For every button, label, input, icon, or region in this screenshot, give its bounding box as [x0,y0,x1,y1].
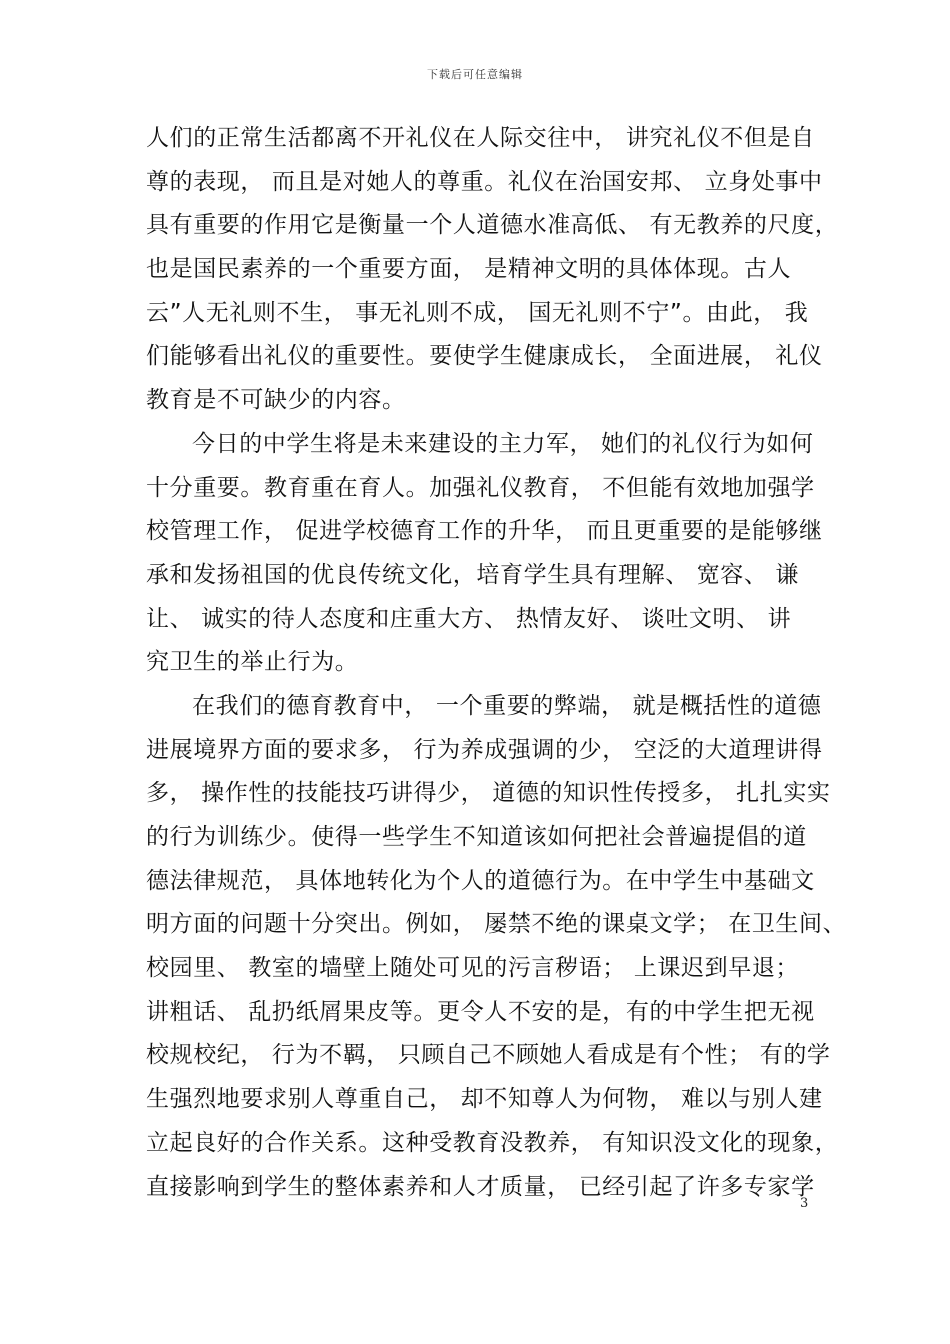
text-line: 校规校纪， 行为不羁， 只顾自己不顾她人看成是有个性； 有的学 [146,1042,831,1069]
text-line: 教育是不可缺少的内容。 [146,387,406,414]
text-line: 多， 操作性的技能技巧讲得少， 道德的知识性传授多， 扎扎实实 [146,780,831,807]
text-line: 让、 诚实的待人态度和庄重大方、 热情友好、 谈吐文明、 讲 [146,605,792,632]
text-line: 校园里、 教室的墙壁上随处可见的污言秽语； 上课迟到早退； [146,955,800,982]
page-header: 下载后可任意编辑 [427,68,523,81]
text-line: 们能够看出礼仪的重要性。要使学生健康成长， 全面进展， 礼仪 [146,343,823,370]
text-line: 明方面的问题十分突出。例如， 屡禁不绝的课桌文学； 在卫生间、 [146,911,847,938]
text-line: 直接影响到学生的整体素养和人才质量， 已经引起了许多专家学 [146,1173,815,1200]
text-line: 具有重要的作用它是衡量一个人道德水准高低、 有无教养的尺度， [146,212,839,239]
body-text [146,117,847,1209]
text-line: 尊的表现， 而且是对她人的尊重。礼仪在治国安邦、 立身处事中 [146,168,823,195]
text-line: 生强烈地要求别人尊重自己， 却不知尊人为何物， 难以与别人建 [146,1086,823,1113]
text-line: 进展境界方面的要求多， 行为养成强调的少， 空泛的大道理讲得 [146,736,823,763]
text-line: 承和发扬祖国的优良传统文化，培育学生具有理解、 宽容、 谦 [146,561,800,588]
text-line: 的行为训练少。使得一些学生不知道该如何把社会普遍提倡的道 [146,824,807,850]
text-line: 究卫生的举止行为。 [146,649,359,676]
text-line: 人们的正常生活都离不开礼仪在人际交往中， 讲究礼仪不但是自 [146,125,815,151]
text-line: 云”人无礼则不生， 事无礼则不成， 国无礼则不宁”。由此， 我 [146,299,809,326]
paragraph-first-line: 今日的中学生将是未来建设的主力军， 她们的礼仪行为如何 [192,430,814,457]
text-line: 德法律规范， 具体地转化为个人的道德行为。在中学生中基础文 [146,867,815,894]
text-line: 十分重要。教育重在育人。加强礼仪教育， 不但能有效地加强学 [146,474,815,501]
text-line: 也是国民素养的一个重要方面， 是精神文明的具体体现。古人 [146,256,792,283]
page-number: 3 [800,1196,809,1211]
text-line: 立起良好的合作关系。这种受教育没教养， 有知识没文化的现象， [146,1129,839,1156]
text-line: 讲粗话、 乱扔纸屑果皮等。更令人不安的是，有的中学生把无视 [146,998,815,1025]
paragraph-first-line: 在我们的德育教育中， 一个重要的弊端， 就是概括性的道德 [192,692,822,719]
text-line: 校管理工作， 促进学校德育工作的升华， 而且更重要的是能够继 [146,518,823,545]
